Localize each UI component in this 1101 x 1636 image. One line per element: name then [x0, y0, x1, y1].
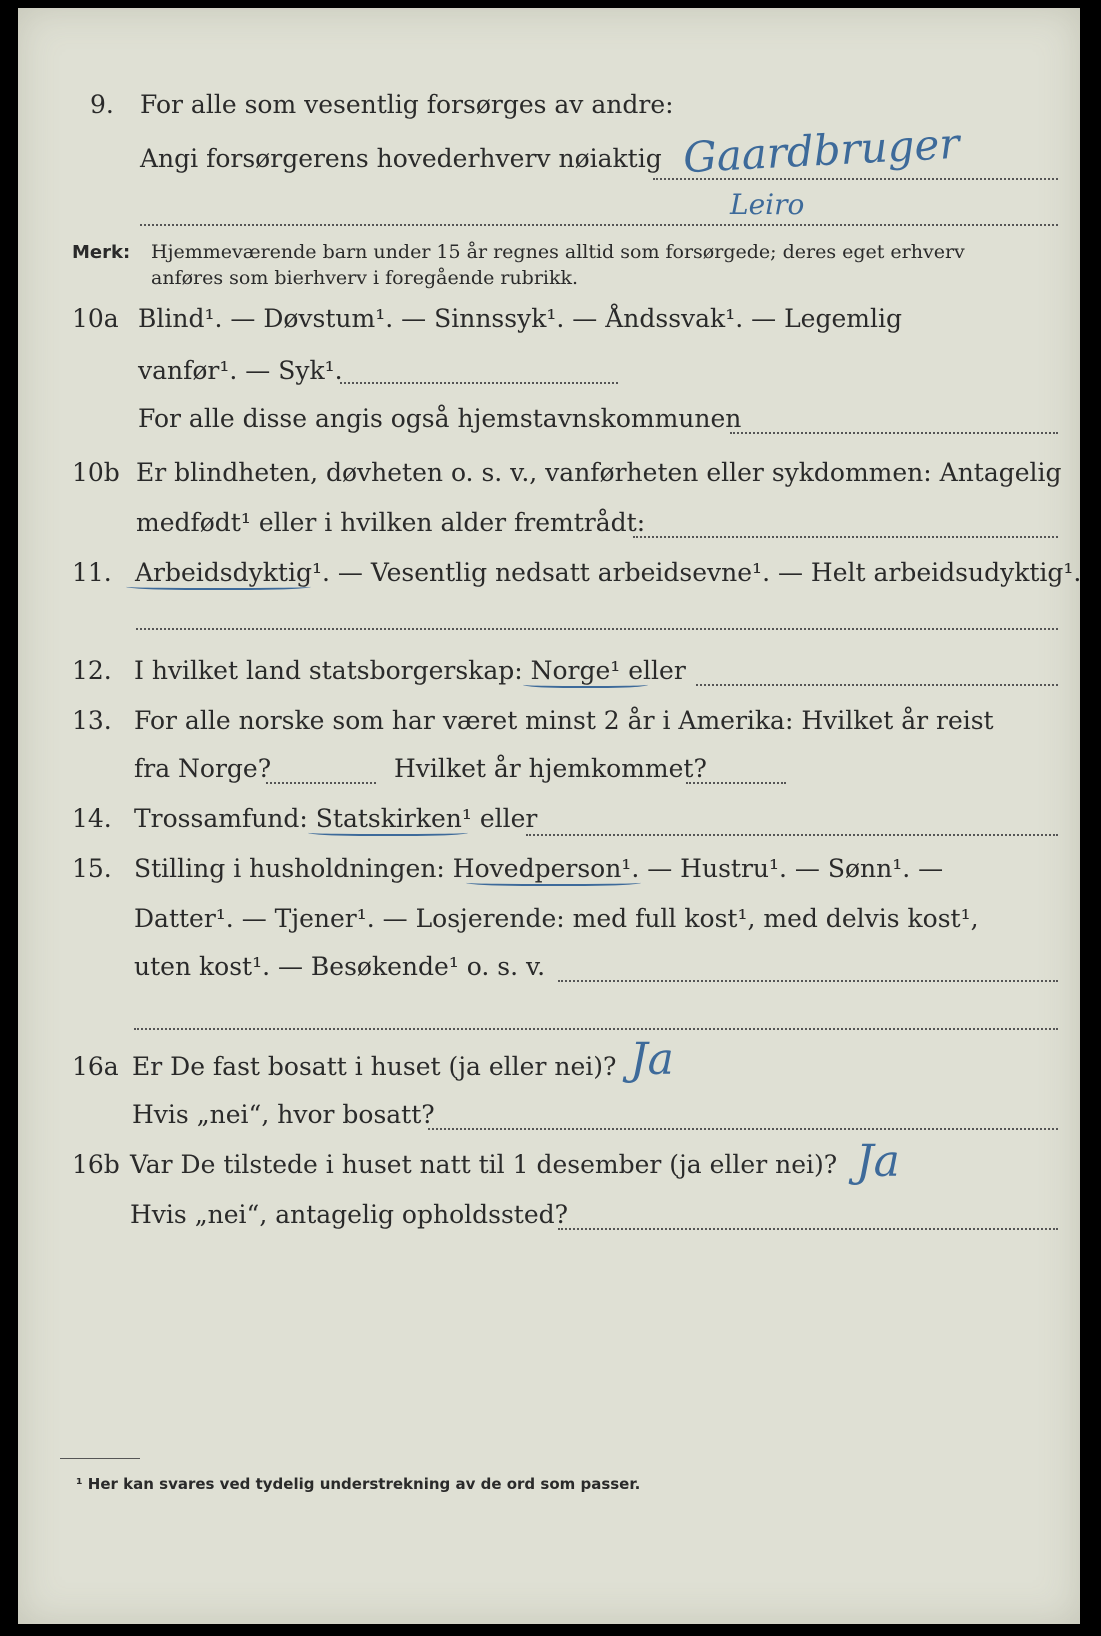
q13-line2b: Hvilket år hjemkommet?	[394, 754, 707, 783]
q15-answer-line	[558, 980, 1058, 982]
q16a-bosatt-line	[428, 1128, 1058, 1130]
q10b-line2: medfødt¹ eller i hvilken alder fremtrådt:	[136, 508, 646, 537]
q9-line1: For alle som vesentlig forsørges av andre:	[140, 90, 674, 119]
q15-extra-line	[134, 1028, 1058, 1030]
merk-label: Merk:	[72, 242, 131, 263]
q10b-answer-line	[633, 536, 1058, 538]
q12-underline-mark	[523, 680, 648, 688]
q10a-line1: Blind¹. — Døvstum¹. — Sinnssyk¹. — Åndssvak¹. — Legemlig	[138, 304, 902, 333]
q13-hjemkommet-line	[686, 782, 786, 784]
q10a-line2: vanfør¹. — Syk¹.	[138, 356, 343, 385]
q9-answer: Gaardbruger	[681, 118, 961, 183]
q16b-line1: Var De tilstede i huset natt til 1 desember (ja eller nei)?	[130, 1150, 838, 1179]
q9-answer-2: Leiro	[730, 188, 805, 221]
census-form-page	[18, 8, 1080, 1624]
q15-underline-mark	[466, 878, 641, 886]
merk-line2: anføres som bierhverv i foregående rubrikk.	[151, 267, 579, 289]
q16b-line2: Hvis „nei“, antagelig opholdssted?	[130, 1200, 569, 1229]
q10a-number: 10a	[72, 304, 119, 333]
q12-line1: I hvilket land statsborgerskap: Norge¹ eller	[134, 656, 686, 685]
q11-extra-line	[136, 628, 1058, 630]
q11-underline-mark	[126, 582, 311, 590]
q16b-opholdssted-line	[558, 1228, 1058, 1230]
footnote-rule	[60, 1458, 140, 1459]
q9-line2: Angi forsørgerens hovederhverv nøiaktig	[140, 144, 662, 173]
q12-answer-line	[696, 684, 1058, 686]
q9-number: 9.	[90, 90, 114, 119]
q14-line1: Trossamfund: Statskirken¹ eller	[134, 804, 538, 833]
q9-extra-line	[140, 224, 1058, 226]
q13-line2a: fra Norge?	[134, 754, 272, 783]
q11-number: 11.	[72, 558, 112, 587]
q11-line1: Arbeidsdyktig¹. — Vesentlig nedsatt arbeidsevne¹. — Helt arbeidsudyktig¹.	[135, 558, 1082, 587]
q14-number: 14.	[72, 804, 112, 833]
q16a-answer: Ja	[630, 1034, 674, 1085]
q16a-line2: Hvis „nei“, hvor bosatt?	[132, 1100, 435, 1129]
q15-number: 15.	[72, 854, 112, 883]
q15-line2: Datter¹. — Tjener¹. — Losjerende: med full kost¹, med delvis kost¹,	[134, 904, 979, 933]
q14-answer-line	[526, 834, 1058, 836]
merk-line1: Hjemmeværende barn under 15 år regnes alltid som forsørgede; deres eget erhverv	[151, 241, 965, 263]
footnote-text: ¹ Her kan svares ved tydelig understrekning av de ord som passer.	[76, 1475, 641, 1493]
q16a-number: 16a	[72, 1052, 119, 1081]
q13-reist-line	[266, 782, 376, 784]
q10b-line1: Er blindheten, døvheten o. s. v., vanførheten eller sykdommen: Antagelig	[136, 458, 1062, 487]
q16b-answer: Ja	[856, 1136, 900, 1187]
q13-number: 13.	[72, 706, 112, 735]
q10a-syk-line	[340, 382, 618, 384]
q16b-number: 16b	[72, 1150, 120, 1179]
q13-line1: For alle norske som har været minst 2 år i Amerika: Hvilket år reist	[134, 706, 994, 735]
q16a-line1: Er De fast bosatt i huset (ja eller nei)?	[132, 1052, 617, 1081]
q10b-number: 10b	[72, 458, 120, 487]
q15-line3: uten kost¹. — Besøkende¹ o. s. v.	[134, 952, 546, 981]
q12-number: 12.	[72, 656, 112, 685]
q10a-line3: For alle disse angis også hjemstavnskommunen	[138, 404, 742, 433]
q14-underline-mark	[308, 828, 468, 836]
q15-line1: Stilling i husholdningen: Hovedperson¹. — Hustru¹. — Sønn¹. —	[134, 854, 944, 883]
q10a-kommune-line	[730, 432, 1058, 434]
